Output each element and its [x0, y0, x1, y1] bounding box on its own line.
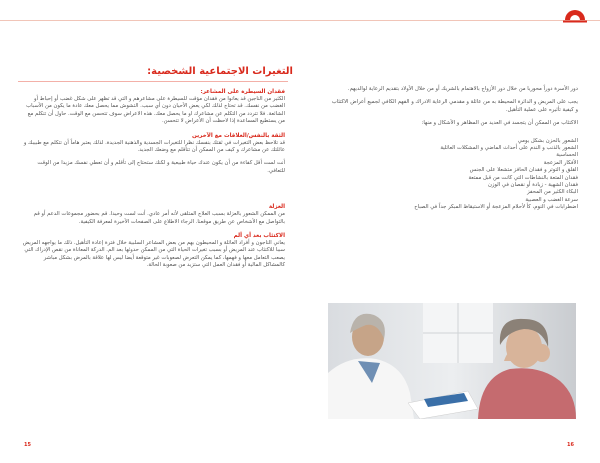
page-number-left: 15: [24, 442, 31, 448]
top-divider: [0, 20, 600, 21]
list-item: فقدان المتعة بالنشاطات التي كانت من قبل ممتعة: [468, 174, 578, 181]
awareness-paragraph: يجب على المريض و الدائرة المحيطة به من عائلة و مقدمي الرعاية الادراك و الفهم الكافي لجميع أعراض الاكتئاب و كيفية تأثيره على عملية التأهيل.: [331, 99, 578, 113]
list-item: سرعة الغضب و العصبية: [525, 196, 578, 203]
section-text-confidence: قد تلاحظ بعض التغيرات في ثقتك بنفسك نظرا للتغيرات الجسدية والذهنية الجديدة. لذلك يعتبر هاماً أن تتكلم مع طبيبك و عائلتك عن مشاعرك و كيف من الممكن أن تتأقلم مع وضعك الجديد.: [23, 139, 285, 154]
page-title: التغيرات الاجتماعية الشخصية:: [147, 66, 293, 77]
section-text-isolation: من الممكن الشعور بالعزلة بسبب العلاج المتلقى لأنه أمر عادي. أنت لست وحيدا. قم بحضور مجموعات الدعم أو قم بالتواصل مع الأشخاص عن طريق موقعنا. الرجاء الاطلاع على الصفحات الأخيرة لمعرفة الكيفية.: [33, 211, 285, 225]
section-text-emotions: الكثير من الناجين قد يعانوا من فقدان مؤقت للسيطرة على مشاعرهم و التي قد تظهر على شكل غضب أو إحباط أو الغضب من نفسك. قد تحتاج لذلك لكي يعض الأحيان دون أي سبب. التشوش مما يحصل معك عادة ما يكون من الأسباب الشائعة. فلا تتردد من التكلم عن مشاعرك او ما يحصل معك. هذه الاعراض سوف تتحسن مع الوقت. حاول أن تتكلم مع من يستطيع المساعدة إذا لاحظت أن الأعراض لا تتحسن.: [26, 96, 285, 125]
list-item: الشعور بالحزن بشكل يومي: [517, 137, 578, 144]
intro-paragraph: دور الأسرة دوراً محوريا من خلال دور الأزواج بالاهتمام بالشريك أو من خلال الأولاد بتقديم الرعاية لوالديهم.: [347, 86, 578, 92]
section-text-depression: يعاني الناجون و أفراد العائلة و المحيطون بهم من بعض المشاعر السلبية خلال فترة إعادة التأهيل. ذلك ما يواجهه المريض سببا للاكتئاب عند المريض أو بسبب تغيرات الحياة التي من الممكن حدوثها بعد الم. الدركة المعاناة من نقص الإدراك التي يصعب التعامل معها و فهمها، كما يمكن التعرض لصعوبات غير متوقعة أيضا ليس لها علاقة بالمرض بشكل مباشر كالمشاكل المالية أو فقدان العمل التي ستزيد من صعوبة الحالة.: [22, 240, 285, 269]
right-page-content: [330, 86, 578, 212]
section-heading-confidence: الثقة بالنفس/العلاقات مع الآخرين: [192, 132, 285, 139]
list-item: فقدان الشهية - زيادة أو نقصان في الوزن: [487, 182, 578, 189]
list-item: القلق و التوتر و فقدان الحافز متشعلا على الجنس: [469, 167, 578, 174]
brand-logo-icon: [561, 6, 589, 24]
title-underline: [18, 81, 288, 82]
doctor-patient-photo: [328, 303, 576, 419]
forms-paragraph: الاكتئاب من الممكن أن يتجسد في العديد من المظاهر و الأشكال و منها:: [421, 120, 578, 127]
list-item: الأفكار المزعجة: [543, 159, 578, 166]
list-item: البكاء الكثير من المحفز: [527, 189, 578, 196]
page-number-right: 16: [567, 442, 574, 448]
section-heading-isolation: العزلة: [268, 204, 285, 211]
section-text-confidence-2: أنت لست أقل كفاءة من أن يكون عندك حياة طبيعية و لكنك ستحتاج إلى تأقلم و أن تعطي نفسك مزيدا من الوقت للتعافي.: [37, 160, 285, 174]
section-heading-emotions: فقدان السيطرة على المشاعر:: [200, 89, 285, 95]
list-item: الحساسية: [556, 152, 578, 159]
list-item: اضطرابات في النوم، كأ لأحلام المزعجة أو الاستيقاظ المبكر جداً في الصباح: [414, 204, 578, 211]
section-heading-depression: الاكتئاب بعد أي ألم: [233, 233, 285, 240]
left-page-content: [22, 86, 285, 276]
list-item: الشعور بالذنب و الندم على أحداث الماضي و المشكلات العائلية: [440, 145, 578, 152]
